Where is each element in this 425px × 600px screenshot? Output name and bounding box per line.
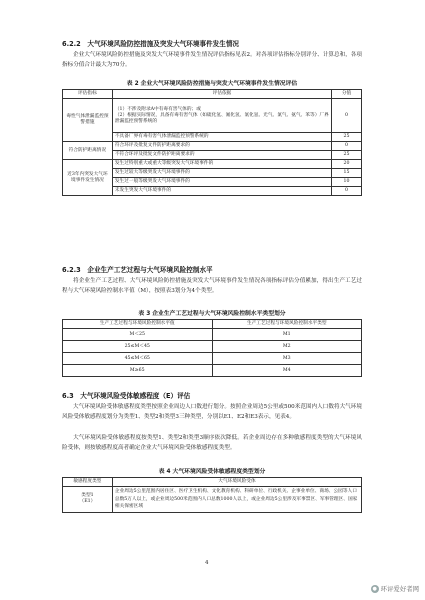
table4-header-type: 敏感程度类型 [63, 478, 113, 487]
table2-basis-cell: 不符合环评及批复文件防护距离要求的 [112, 151, 331, 160]
table3-cell: M1 [212, 329, 362, 341]
table2-basis-cell: 符合环评及批复文件防护距离要求的 [112, 142, 331, 151]
section-63-paragraph-2: 大气环境风险受体敏感程度按类型1、类型2和类型3顺序依次降低。若企业周边存在多种敏感程度类型的大气环境风险受体，则按敏感程度高者确定企业大气环境风险受体敏感程度类型。 [62, 435, 362, 451]
watermark-text: 环评爱好者网 [380, 585, 419, 593]
table4-type-cell: 类型1 （E1） [63, 487, 113, 513]
table2-indicator-distance: 符合防护距离情况 [63, 142, 113, 160]
table4-receptor-cell: 企业周边5公里范围内居住区、医疗卫生机构、文化教育机构、科研单位、行政机关、企事业单位、商场、公园等人口总数5万人以上，或企业周边500米范围内人口总数1000人以上，或企业周边5公里涉及军事禁区、军事管理区、国家相关保密区域 [112, 487, 361, 513]
table2-basis-cell: 不具备厂界有毒有害气体泄漏监控预警系统的 [112, 133, 331, 142]
table2-score-cell: 10 [332, 178, 362, 187]
table3-cell: 45≤M＜65 [63, 353, 213, 365]
section-623-paragraph: 将企业生产工艺过程、大气环境风险防控措施及突发大气环境事件发生情况各项指标评估分值累加，得出生产工艺过程与大气环境风险控制水平值（M），按照表3划分为4个类型。 [62, 278, 362, 294]
table3 [62, 319, 362, 377]
table2-score-cell: 0 [332, 187, 362, 196]
table2 [62, 89, 362, 196]
wechat-icon: ● [372, 585, 377, 592]
table4 [62, 477, 362, 513]
section-63-heading: 6.3 大气环境风险受体敏感程度（E）评估 [62, 392, 191, 400]
table3-header-type: 生产工艺过程与环境风险控制水平类型 [212, 320, 362, 329]
watermark [371, 584, 419, 593]
table2-header-basis: 评估依据 [112, 90, 331, 99]
table2-indicator-events: 近3年内突发大气环境事件发生情况 [63, 160, 113, 196]
table2-basis-cell: 未发生突发大气环境事件的 [112, 187, 331, 196]
table2-score-cell: 15 [332, 169, 362, 178]
table3-caption: 表 3 企业生产工艺过程与大气环境风险控制水平类型划分 [138, 311, 286, 317]
section-63-paragraph-1: 大气环境风险受体敏感程度类型按照企业周边人口数进行划分。按照企业周边5公里或500米范围内人口数将大气环境风险受体敏感程度划分为类型1、类型2和类型3三种类型，分别以E1、E2和E3表示，见表4。 [62, 404, 362, 420]
section-622-heading: 6.2.2 大气环境风险防控措施及突发大气环境事件发生情况 [62, 40, 240, 48]
table2-basis-cell: （1）不涉及附录A中有毒有害气体的；或 （2）根据实际情况，具备有毒有害气体（如硫化氢、氰化氢、氯化氢、光气、氯气、氨气、苯等）厂界泄漏监控预警系统的 [112, 99, 331, 133]
table2-score-cell: 20 [332, 160, 362, 169]
table2-score-cell: 0 [332, 99, 362, 133]
table2-caption: 表 2 企业大气环境风险防控措施与突发大气环境事件发生情况评估 [126, 81, 298, 87]
section-622-paragraph: 企业大气环境风险防控措施及突发大气环境事件发生情况评估指标见表2。对各项评估指标分别评分、计算总和，各项指标分值合计最大为70分。 [62, 52, 362, 68]
table2-header-score: 分值 [332, 90, 362, 99]
table3-cell: M2 [212, 341, 362, 353]
table2-basis-cell: 发生过特别重大或重大等级突发大气环境事件的 [112, 160, 331, 169]
table2-basis-cell: 发生过一般等级突发大气环境事件的 [112, 178, 331, 187]
table2-score-cell: 25 [332, 151, 362, 160]
table3-cell: M≥65 [63, 365, 213, 377]
table4-caption: 表 4 大气环境风险受体敏感程度类型划分 [158, 469, 266, 475]
table2-score-cell: 0 [332, 142, 362, 151]
section-623-heading: 6.2.3 企业生产工艺过程与大气环境风险控制水平 [62, 266, 213, 274]
table3-cell: M＜25 [63, 329, 213, 341]
table3-cell: 25≤M＜45 [63, 341, 213, 353]
table3-cell: M3 [212, 353, 362, 365]
table2-score-cell: 25 [332, 133, 362, 142]
table4-header-receptor: 大气环境风险受体 [112, 478, 361, 487]
table3-header-value: 生产工艺过程与环境风险控制水平值 [63, 320, 213, 329]
page-number: 4 [205, 560, 209, 566]
table2-indicator-monitoring: 毒性气体泄漏监控预警措施 [63, 99, 113, 142]
table3-cell: M4 [212, 365, 362, 377]
table2-header-indicator: 评估指标 [63, 90, 113, 99]
table2-basis-cell: 发生过较大等级突发大气环境事件的 [112, 169, 331, 178]
